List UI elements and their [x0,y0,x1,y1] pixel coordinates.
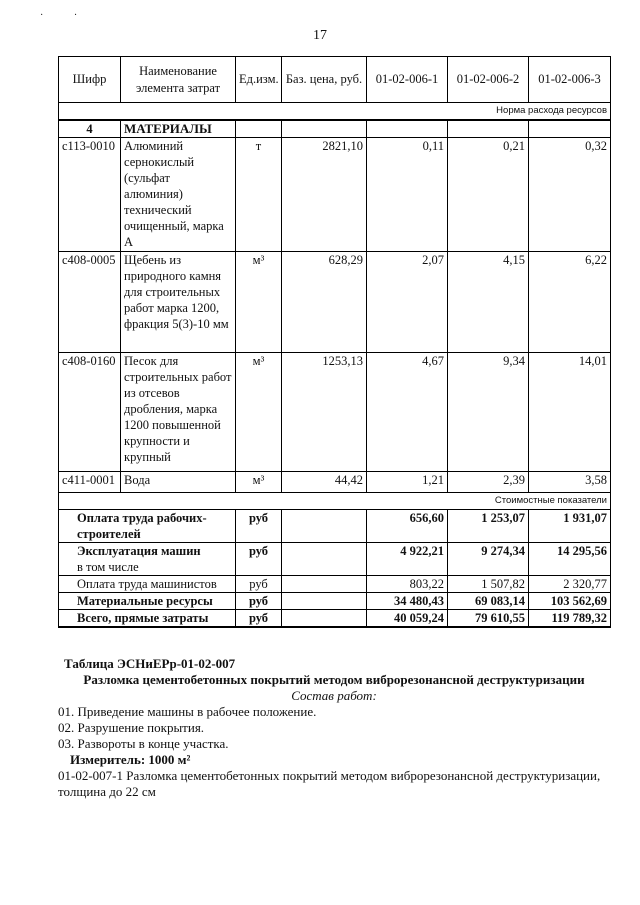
material-price: 2821,10 [282,138,367,252]
cost-unit: руб [236,576,282,593]
header-name: Наименование элемента затрат [121,57,236,103]
group-title: МАТЕРИАЛЫ [121,120,236,138]
cost-name: Оплата труда рабочих-строителей [59,510,236,543]
material-unit: т [236,138,282,252]
material-code: с411-0001 [59,472,121,493]
header-col2: 01-02-006-2 [448,57,529,103]
next-table-section [58,656,610,800]
material-v3: 14,01 [529,353,611,472]
scan-specks: · · [40,10,92,21]
cost-v1: 34 480,43 [367,593,448,610]
header-unit: Ед.изм. [236,57,282,103]
material-v2: 0,21 [448,138,529,252]
works-heading: Состав работ: [291,688,377,703]
table-row [59,252,611,353]
cost-row [59,593,611,610]
material-v2: 2,39 [448,472,529,493]
material-v3: 3,58 [529,472,611,493]
material-v1: 1,21 [367,472,448,493]
group-number: 4 [59,120,121,138]
header-price: Баз. цена, руб. [282,57,367,103]
cost-name: Всего, прямые затраты [59,610,236,628]
cost-name: Эксплуатация машин [77,544,201,558]
cost-v3: 103 562,69 [529,593,611,610]
cost-v3: 1 931,07 [529,510,611,543]
material-v2: 9,34 [448,353,529,472]
header-row [59,57,611,103]
cost-row [59,510,611,543]
next-table-subtitle: Разломка цементобетонных покрытий методом виброрезонансной деструктуризации [83,672,585,687]
group-row [59,120,611,138]
cost-sub: в том числе [77,560,139,574]
cost-v3: 2 320,77 [529,576,611,593]
material-v1: 4,67 [367,353,448,472]
cost-name: Материальные ресурсы [59,593,236,610]
cost-v2: 9 274,34 [448,543,529,576]
material-unit: м³ [236,252,282,353]
cost-unit: руб [236,593,282,610]
header-col1: 01-02-006-1 [367,57,448,103]
resource-table [58,56,611,628]
cost-v1: 40 059,24 [367,610,448,628]
meter-label: Измеритель: 1000 м² [70,752,191,767]
cost-v1: 803,22 [367,576,448,593]
material-v3: 6,22 [529,252,611,353]
item-description: 01-02-007-1 Разломка цементобетонных покрытий методом виброрезонансной деструктуризации, толщина до 22 см [58,768,601,799]
page-number: 17 [313,28,327,43]
cost-name-cell [59,543,236,576]
table-row [59,138,611,252]
material-v3: 0,32 [529,138,611,252]
material-price: 44,42 [282,472,367,493]
work-item: 01. Приведение машины в рабочее положение. [58,704,317,719]
cost-v2: 69 083,14 [448,593,529,610]
cost-unit: руб [236,610,282,628]
material-name: Щебень из природного камня для строительных работ марка 1200, фракция 5(3)-10 мм [121,252,236,353]
cost-v3: 119 789,32 [529,610,611,628]
material-code: с408-0160 [59,353,121,472]
material-unit: м³ [236,472,282,493]
cost-v1: 656,60 [367,510,448,543]
cost-row [59,543,611,576]
next-table-title: Таблица ЭСНиЕРр-01-02-007 [64,656,236,671]
section-norm-row [59,103,611,121]
header-code: Шифр [59,57,121,103]
cost-unit: руб [236,543,282,576]
material-name: Вода [121,472,236,493]
cost-v2: 79 610,55 [448,610,529,628]
header-col3: 01-02-006-3 [529,57,611,103]
material-v2: 4,15 [448,252,529,353]
table-row [59,472,611,493]
cost-row [59,610,611,628]
material-code: с113-0010 [59,138,121,252]
cost-row [59,576,611,593]
material-v1: 0,11 [367,138,448,252]
cost-v2: 1 507,82 [448,576,529,593]
table-row [59,353,611,472]
section-cost-row [59,493,611,510]
work-item: 02. Разрушение покрытия. [58,720,205,735]
cost-v3: 14 295,56 [529,543,611,576]
material-price: 628,29 [282,252,367,353]
material-price: 1253,13 [282,353,367,472]
material-v1: 2,07 [367,252,448,353]
material-unit: м³ [236,353,282,472]
cost-name: Оплата труда машинистов [59,576,236,593]
section-cost-label: Стоимостные показатели [59,493,611,510]
material-name: Песок для строительных работ из отсевов дробления, марка 1200 повышенной крупности и крупный [121,353,236,472]
work-item: 03. Развороты в конце участка. [58,736,229,751]
material-code: с408-0005 [59,252,121,353]
section-norm-label: Норма расхода ресурсов [59,103,611,121]
cost-unit: руб [236,510,282,543]
cost-v2: 1 253,07 [448,510,529,543]
cost-v1: 4 922,21 [367,543,448,576]
material-name: Алюминий сернокислый (сульфат алюминия) технический очищенный, марка А [121,138,236,252]
